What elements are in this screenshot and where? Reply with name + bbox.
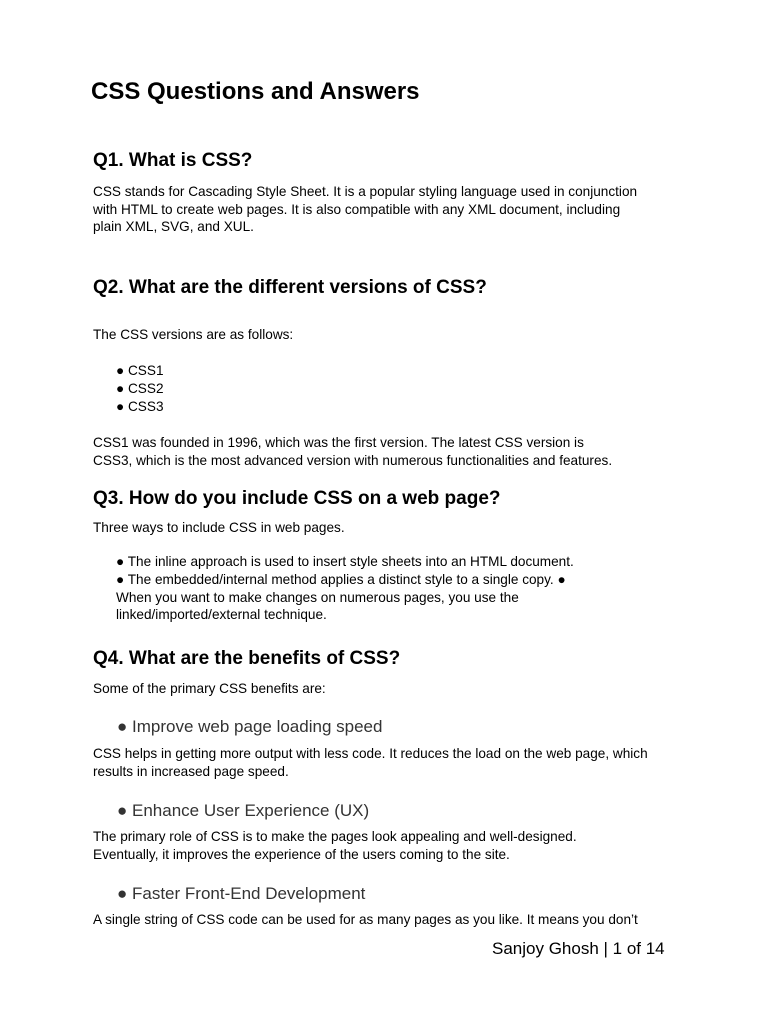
q2-bullet-css2: ● CSS2	[116, 381, 164, 396]
q3-bullet-line-1: ● The inline approach is used to insert style sheets into an HTML document.	[116, 554, 574, 569]
benefit-frontend-line-1: A single string of CSS code can be used for as many pages as you like. It means you don’t	[93, 912, 638, 927]
q1-line-2: with HTML to create web pages. It is also compatible with any XML document, including	[93, 202, 621, 217]
benefit-frontend-title: ● Faster Front-End Development	[117, 884, 366, 903]
q3-bullet-line-2: ● The embedded/internal method applies a distinct style to a single copy. ●	[116, 572, 566, 587]
q2-heading: Q2. What are the different versions of CSS?	[93, 277, 487, 298]
benefit-loading-speed-line-2: results in increased page speed.	[93, 764, 289, 779]
q3-bullet-line-3: When you want to make changes on numerous pages, you use the	[116, 590, 519, 605]
q3-intro: Three ways to include CSS in web pages.	[93, 520, 345, 535]
q1-heading: Q1. What is CSS?	[93, 150, 253, 171]
benefit-loading-speed-line-1: CSS helps in getting more output with less code. It reduces the load on the web page, which	[93, 746, 648, 761]
q3-bullet-line-4: linked/imported/external technique.	[116, 607, 327, 622]
page-footer: Sanjoy Ghosh | 1 of 14	[492, 939, 665, 958]
q2-intro: The CSS versions are as follows:	[93, 327, 294, 342]
q2-bullet-css1: ● CSS1	[116, 363, 164, 378]
q4-intro: Some of the primary CSS benefits are:	[93, 681, 326, 696]
q4-heading: Q4. What are the benefits of CSS?	[93, 648, 401, 669]
benefit-loading-speed-title: ● Improve web page loading speed	[117, 717, 383, 736]
q2-bullet-css3: ● CSS3	[116, 399, 164, 414]
benefit-ux-line-1: The primary role of CSS is to make the pages look appealing and well-designed.	[93, 829, 577, 844]
document-title: CSS Questions and Answers	[91, 78, 420, 105]
q1-line-3: plain XML, SVG, and XUL.	[93, 219, 254, 234]
q2-line-1: CSS1 was founded in 1996, which was the first version. The latest CSS version is	[93, 435, 584, 450]
benefit-ux-line-2: Eventually, it improves the experience of the users coming to the site.	[93, 847, 510, 862]
benefit-ux-title: ● Enhance User Experience (UX)	[117, 801, 370, 820]
q3-heading: Q3. How do you include CSS on a web page?	[93, 488, 501, 509]
q2-line-2: CSS3, which is the most advanced version with numerous functionalities and features.	[93, 453, 613, 468]
q1-line-1: CSS stands for Cascading Style Sheet. It is a popular styling language used in conjunction	[93, 184, 638, 199]
